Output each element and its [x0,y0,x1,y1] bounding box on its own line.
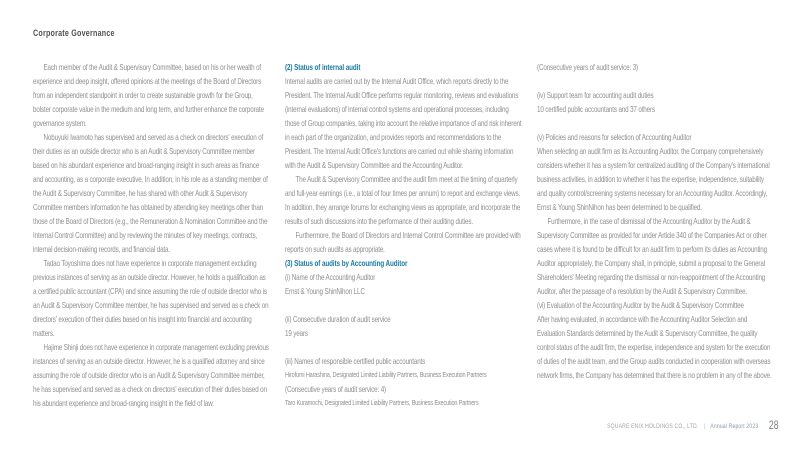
heading-status-accounting-auditor: (3) Status of audits by Accounting Auditor [285,258,408,268]
column-committee-members [33,60,270,410]
item-kuramochi-service-years: (Consecutive years of audit service: 3) [537,62,638,72]
footer-report-title: Annual Report 2023 [710,423,759,430]
paragraph-committee-overview: Each member of the Audit & Supervisory Committee, based on his or her wealth of experience and deep insight, offered opinions at the meetings of the Board of Directors from an independent standpoint in order to create sustainable growth for the Group, bolster corporate value in the medium and long term, and further enhance the corporate governance system. [33,62,264,128]
page-number: 28 [768,420,779,432]
item-support-team-value: 10 certified public accountants and 37 others [537,104,655,114]
item-selection-policy-label: (v) Policies and reasons for selection of Accounting Auditor [537,132,692,142]
paragraph-toyoshima: Tadao Toyoshima does not have experience in corporate management excluding previous instances of serving as an outside director. However, he holds a qualification as a certified public accountant (CPA) and since assuming the role of outside director who is an Audit & Supervisory Committee member, he has supervised and served as a check on directors' execution of their duties based on his insight into financial and accounting matters. [33,258,269,338]
item-audit-duration-value: 19 years [285,328,308,338]
item-audit-duration-label: (ii) Consecutive duration of audit service [285,314,391,324]
item-auditor-name-label: (i) Name of the Accounting Auditor [285,272,376,282]
page-footer [0,420,779,432]
footer-company-name: SQUARE ENIX HOLDINGS CO., LTD. [607,423,699,430]
item-accountant-harashina: Hirofumi Harashina, Designated Limited Liability Partners, Business Execution Partners [285,370,487,379]
item-accountants-label: (iii) Names of responsible certified public accountants [285,356,426,366]
item-harashina-service-years: (Consecutive years of audit service: 4) [285,384,386,394]
item-accountant-kuramochi: Taro Kuramochi, Designated Limited Liability Partners, Business Execution Partners [285,398,479,407]
column-auditor-selection [537,60,776,382]
paragraph-shinji: Hajime Shinji does not have experience in corporate management excluding previous instances of serving as an outside director. However, he is a qualified attorney and since assuming the role of outside director who is an Audit & Supervisory Committee member, he has supervised and served as a check on directors' execution of their duties based on his abundant experience and broad-ranging insight in the field of law. [33,342,269,408]
item-support-team-label: (iv) Support team for accounting audit duties [537,90,654,100]
footer-separator: | [703,423,706,430]
paragraph-dismissal-policy: Furthermore, in the case of dismissal of the Accounting Auditor by the Audit & Supervisory Committee as provided for under Article 340 of the Companies Act or other cases where it is found to be difficult for an audit firm to perform its duties as Accounting Auditor appropriately, the Company shall, in principle, submit a proposal to the General Shareholders' Meeting regarding the dismissal or non-reappointment of the Accounting Auditor, after the passage of a resolution by the Audit & Supervisory Committee. [537,216,767,296]
paragraph-audit-firm-meetings: The Audit & Supervisory Committee and the audit firm meet at the timing of quarterly and full-year earnings (i.e., a total of four times per annum) to report and exchange views. In addition, they arrange forums for exchanging views as appropriate, and incorporate the results of such discussions into the performance of their auditing duties. [285,174,521,226]
page-title: Corporate Governance [33,28,115,39]
paragraph-evaluation-result: After having evaluated, in accordance with the Accounting Auditor Selection and Evaluation Standards determined by the Audit & Supervisory Committee, the quality control status of the audit firm, the expertise, independence and system for the execution of duties of the audit team, and the Group audits conducted in cooperation with overseas network firms, the Company has determined that there is no problem in any of the above. [537,314,772,380]
item-auditor-name-value: Ernst & Young ShinNihon LLC [285,286,365,296]
column-internal-audit [285,60,522,410]
heading-status-internal-audit: (2) Status of internal audit [285,62,361,72]
item-evaluation-label: (vi) Evaluation of the Accounting Auditor by the Audit & Supervisory Committee [537,300,744,310]
paragraph-board-reports: Furthermore, the Board of Directors and Internal Control Committee are provided with reports on such audits as appropriate. [285,230,521,254]
paragraph-selection-policy: When selecting an audit firm as its Accounting Auditor, the Company comprehensively considers whether it has a system for centralized auditing of the Company's international business activities, in addition to whether it has the expertise, independence, suitability and quality control/screening systems necessary for an Accounting Auditor. Accordingly, Ernst & Young ShinNihon has been determined to be qualified. [537,146,770,212]
paragraph-internal-audit-office: Internal audits are carried out by the Internal Audit Office, which reports directly to the President. The Internal Audit Office performs regular monitoring, reviews and evaluations (internal evaluations) of internal control systems and operational processes, including those of Group companies, taking into account the relative importance of and risk inherent in each part of the organization, and provides reports and recommendations to the President. The Internal Audit Office's functions are carried out while sharing information with the Audit & Supervisory Committee and the Accounting Auditor. [285,76,522,170]
paragraph-iwamoto: Nobuyuki Iwamoto has supervised and served as a check on directors' execution of their duties as an outside director who is an Audit & Supervisory Committee member based on his abundant experience and broad-ranging insight in such areas as finance and accounting, as a corporate executive. In addition, in his role as a standing member of the Audit & Supervisory Committee, he has shared with other Audit & Supervisory Committee members information he has obtained by attending key meetings other than those of the Board of Directors (e.g., the Remuneration & Nomination Committee and the Internal Control Committee) and by reviewing the minutes of key meetings, contracts, internal decision-making records, and financial data. [33,132,268,254]
